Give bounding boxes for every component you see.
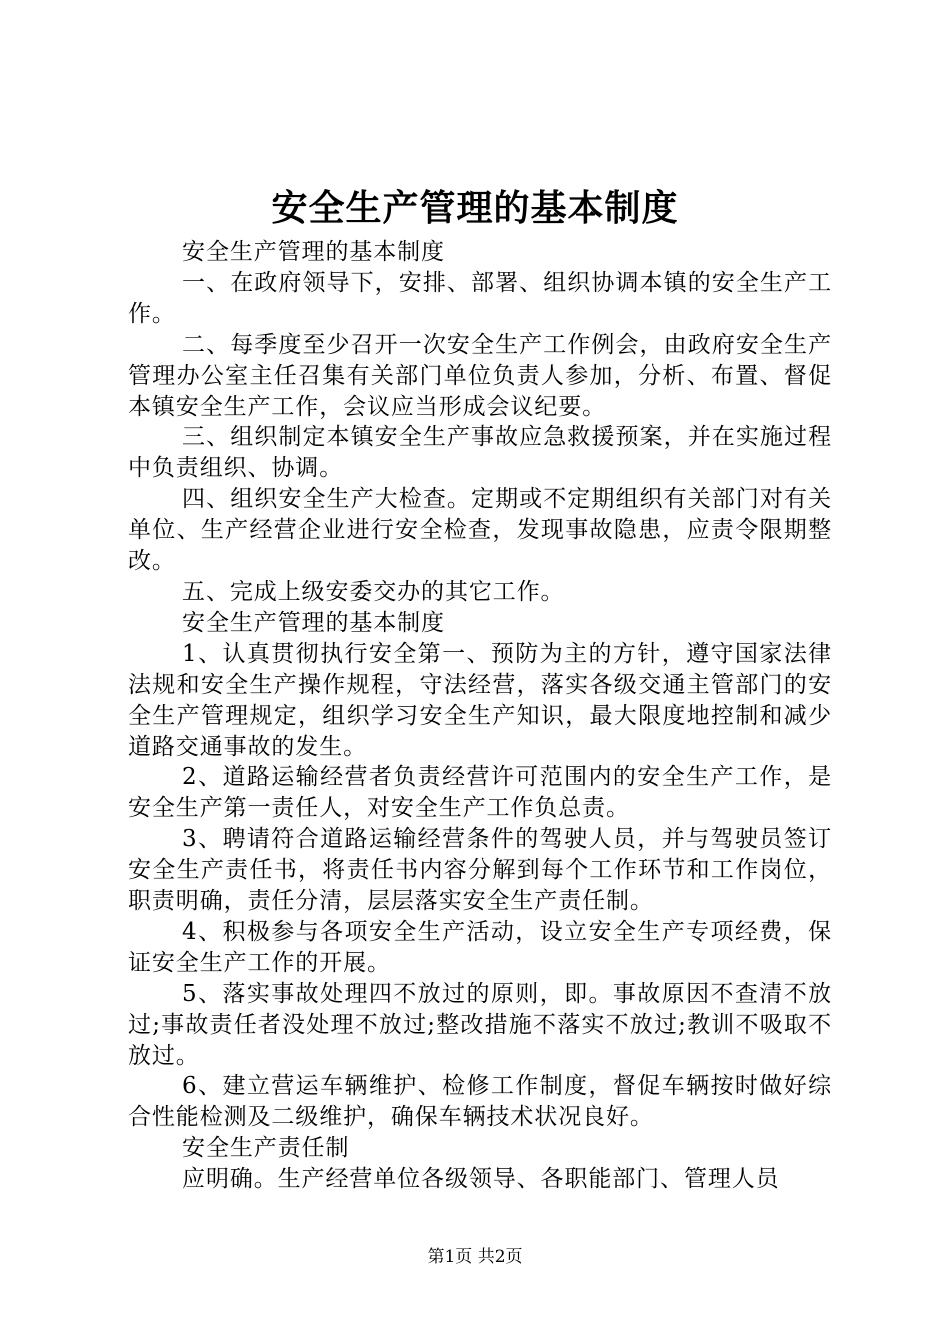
paragraph: 1、认真贯彻执行安全第一、预防为主的方针，遵守国家法律法规和安全生产操作规程，守法经营，落实各级交通主管部门的安全生产管理规定，组织学习安全生产知识，最大限度地控制和减少道路交通事故的发生。 xyxy=(128,640,832,760)
document-body xyxy=(128,237,832,1195)
page-footer: 第1页 共2页 xyxy=(427,1247,523,1267)
paragraph: 应明确。生产经营单位各级领导、各职能部门、管理人员 xyxy=(182,1166,780,1193)
paragraph: 4、积极参与各项安全生产活动，设立安全生产专项经费，保证安全生产工作的开展。 xyxy=(128,918,832,976)
paragraph: 3、聘请符合道路运输经营条件的驾驶人员，并与驾驶员签订安全生产责任书，将责任书内容分解到每个工作环节和工作岗位，职责明确，责任分清，层层落实安全生产责任制。 xyxy=(128,826,832,915)
paragraph: 一、在政府领导下，安排、部署、组织协调本镇的安全生产工作。 xyxy=(128,269,832,327)
paragraph: 五、完成上级安委交办的其它工作。 xyxy=(182,578,565,605)
document-title: 安全生产管理的基本制度 xyxy=(271,187,679,229)
section-heading: 安全生产管理的基本制度 xyxy=(182,239,445,265)
paragraph: 二、每季度至少召开一次安全生产工作例会，由政府安全生产管理办公室主任召集有关部门单位负责人参加，分析、布置、督促本镇安全生产工作，会议应当形成会议纪要。 xyxy=(128,331,832,420)
paragraph: 6、建立营运车辆维护、检修工作制度，督促车辆按时做好综合性能检测及二级维护，确保车辆技术状况良好。 xyxy=(128,1073,832,1131)
paragraph: 四、组织安全生产大检查。定期或不定期组织有关部门对有关单位、生产经营企业进行安全检查，发现事故隐患，应责令限期整改。 xyxy=(128,486,832,575)
paragraph: 5、落实事故处理四不放过的原则，即。事故原因不查清不放过;事故责任者没处理不放过;整改措施不落实不放过;教训不吸取不放过。 xyxy=(128,980,832,1069)
paragraph: 2、道路运输经营者负责经营许可范围内的安全生产工作，是安全生产第一责任人，对安全生产工作负总责。 xyxy=(128,764,832,822)
section-heading: 安全生产责任制 xyxy=(182,1135,350,1162)
paragraph: 三、组织制定本镇安全生产事故应急救援预案，并在实施过程中负责组织、协调。 xyxy=(128,424,832,482)
section-heading: 安全生产管理的基本制度 xyxy=(182,609,445,636)
